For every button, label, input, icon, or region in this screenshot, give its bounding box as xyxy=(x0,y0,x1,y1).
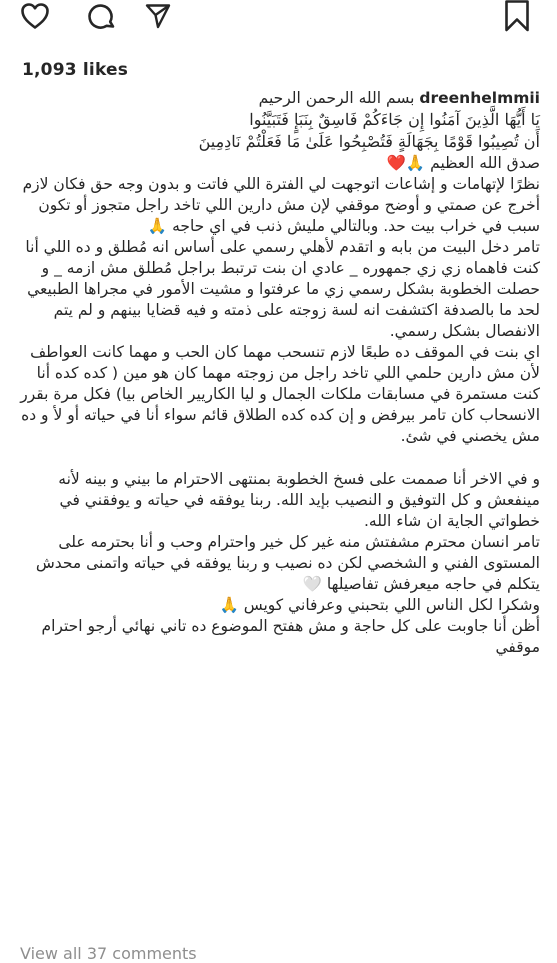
paper-plane-icon[interactable] xyxy=(145,3,171,29)
caption-paragraph-4: و في الاخر أنا صممت على فسخ الخطوبة بمنتهى الاحترام ما بيني و بينه لأنه مينفعش و كل التوفيق و النصيب بإيد الله. ربنا يوفقه في حياته و يوفقني في خطواتي الجاية ان شاء الله. xyxy=(58,470,540,530)
caption-paragraph-3: اي بنت في الموقف ده طبعًا لازم تنسحب مهما كان الحب و مهما كانت العواطف لأن مش دارين حلمي اللي تاخد راجل من زوجته مهما كان هو مين ( كده كده أنا كنت مستمرة في مسابقات ملكات الجمال و ليا الكاريير الخاص بيا) فكل مرة بقرر الانسحاب كان تامر بيرفض و إن كده كده الطلاق قائم سواء أنا في حياته أو لأ و ده مش يخصني في شئ. xyxy=(20,343,540,445)
likes-count[interactable]: 1,093 likes xyxy=(22,60,129,80)
quran-verse-line-2: أَن تُصِيبُوا قَوْمًا بِجَهَالَةٍ فَتُصْبِحُوا عَلَىٰ مَا فَعَلْتُمْ نَادِمِينَ xyxy=(198,132,540,151)
post-caption xyxy=(8,88,540,658)
heart-icon[interactable] xyxy=(20,2,50,30)
caption-paragraph-7: أظن أنا جاوبت على كل حاجة و مش هفتح الموضوع ده تاني نهائي أرجو احترام موقفي xyxy=(41,617,540,656)
caption-paragraph-6: وشكرا لكل الناس اللي بتحبني وعرفاني كويس 🙏 xyxy=(219,596,540,614)
caption-paragraph-1: نظرًا لإتهامات و إشاعات اتوجهت لي الفترة اللي فاتت و بدون وجه حق فكان لازم أخرج عن صمتي و أوضح موقفي لإن مش دارين اللي تاخد راجل متجوز أو تكون سبب في خراب بيت حد. وبالتالي مليش ذنب في اي حاجه 🙏 xyxy=(22,175,540,235)
action-bar xyxy=(0,0,557,40)
quran-verse-line-1: يَا أَيُّهَا الَّذِينَ آمَنُوا إِن جَاءَكُمْ فَاسِقٌ بِنَبَإٍ فَتَبَيَّنُوا xyxy=(249,110,540,129)
sadaq-line: صدق الله العظيم 🙏❤️ xyxy=(386,154,540,172)
username-link[interactable]: dreenhelmmii xyxy=(419,89,540,107)
caption-paragraph-5: تامر انسان محترم مشفتش منه غير كل خير واحترام وحب و أنا بحترمه على المستوى الفني و الشخصي لكن ده نصيب و ربنا يوفقه في حياته واتمنى محدش يتكلم في حاجه ميعرفش تفاصيلها 🤍 xyxy=(35,533,540,593)
view-all-comments-link[interactable]: View all 37 comments xyxy=(20,944,197,963)
caption-header xyxy=(8,88,540,109)
caption-paragraph-2: تامر دخل البيت من بابه و اتقدم لأهلي رسمي على أساس انه مُطلق و ده اللي أنا كنت فاهماه زي زي جمهوره _ عادي ان بنت ترتبط براجل مُطلق مش ازمه _ و حصلت الخطوبة بشكل رسمي زي ما عرفتوا و مشيت الأمور في مجراها الطبيعي لحد ما بالصدفة اكتشفت انه لسة زوجته على ذمته و فيه قضايا بينهم و لم يتم الانفصال بشكل رسمي. xyxy=(25,238,540,340)
caption-spacer xyxy=(8,447,540,469)
bookmark-icon[interactable] xyxy=(503,0,531,32)
comment-bubble-icon[interactable] xyxy=(87,3,117,31)
basmala: بسم الله الرحمن الرحيم xyxy=(258,89,415,107)
